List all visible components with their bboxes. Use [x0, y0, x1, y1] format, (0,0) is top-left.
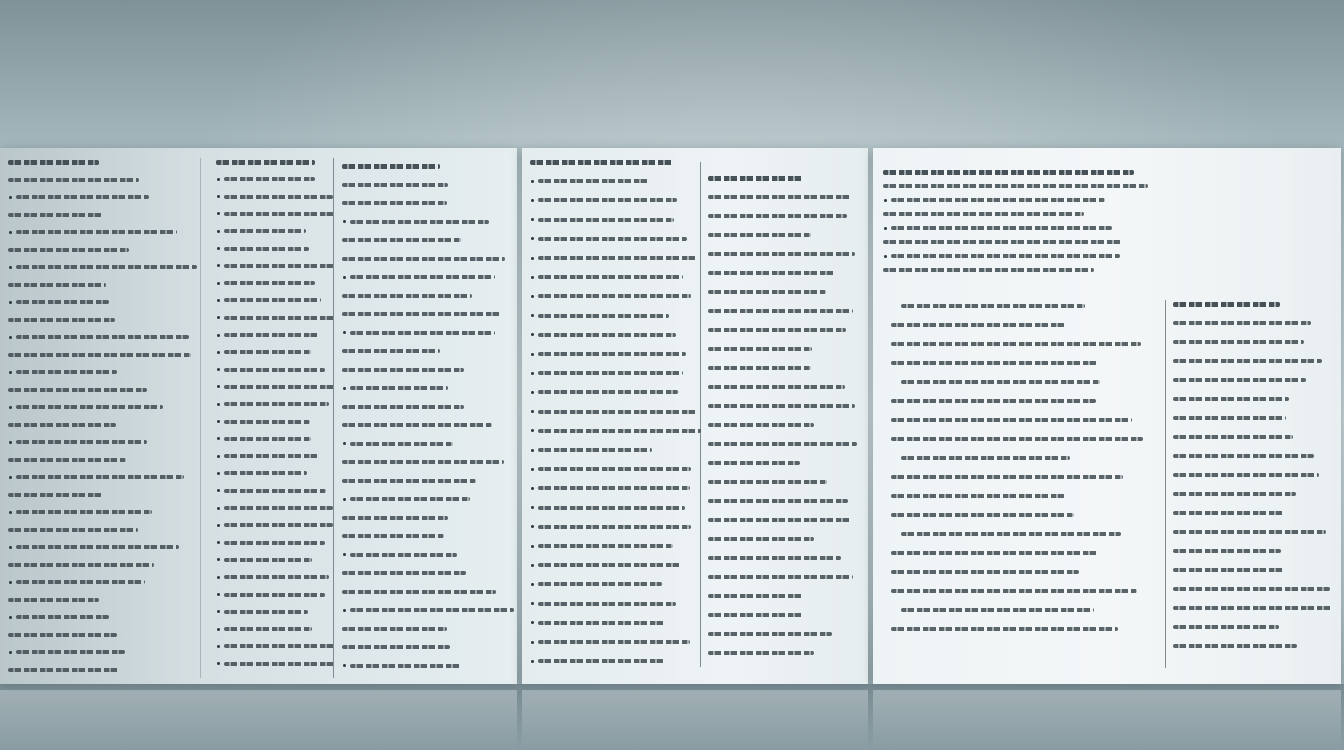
- text-line: [342, 368, 464, 372]
- text-line: [1173, 359, 1322, 363]
- text-line: [16, 265, 197, 269]
- bullet-mark: [217, 593, 220, 596]
- text-line: [8, 598, 99, 602]
- text-line: [901, 456, 1070, 460]
- text-line: [1173, 587, 1330, 591]
- text-line: [1173, 416, 1286, 420]
- text-line: [708, 594, 802, 598]
- text-line: [342, 405, 464, 409]
- bullet-mark: [531, 257, 534, 260]
- bullet-mark: [531, 468, 534, 471]
- text-line: [1173, 511, 1284, 515]
- bullet-mark: [217, 178, 220, 181]
- bullet-mark: [343, 276, 346, 279]
- text-line: [538, 256, 696, 260]
- text-line: [538, 602, 676, 606]
- text-line: [708, 480, 827, 484]
- left-sheet-column-1: [0, 148, 200, 684]
- bullet-mark: [9, 511, 12, 514]
- text-line: [1173, 454, 1314, 458]
- bullet-mark: [531, 660, 534, 663]
- text-line: [538, 352, 686, 356]
- text-line: [538, 179, 650, 183]
- text-line: [538, 371, 683, 375]
- text-line: [891, 418, 1132, 422]
- middle-sheet-column-1: [522, 148, 700, 684]
- text-line: [224, 489, 326, 493]
- bullet-mark: [531, 410, 534, 413]
- text-line: [891, 551, 1098, 555]
- text-line: [342, 460, 504, 464]
- bullet-mark: [217, 576, 220, 579]
- bullet-mark: [531, 545, 534, 548]
- text-line: [8, 528, 138, 532]
- text-line: [891, 342, 1141, 346]
- text-line: [224, 437, 311, 441]
- text-line: [8, 458, 126, 462]
- text-line: [8, 668, 119, 672]
- bullet-mark: [343, 387, 346, 390]
- bullet-mark: [531, 391, 534, 394]
- bullet-mark: [217, 299, 220, 302]
- text-line: [891, 513, 1074, 517]
- bullet-mark: [9, 231, 12, 234]
- text-line: [224, 264, 334, 268]
- text-line: [883, 240, 1121, 244]
- bullet-mark: [343, 331, 346, 334]
- text-line: [224, 523, 333, 527]
- text-line: [708, 613, 803, 617]
- bullet-mark: [9, 581, 12, 584]
- text-line: [538, 544, 673, 548]
- text-line: [708, 366, 811, 370]
- text-line: [538, 448, 652, 452]
- text-line: [883, 184, 1148, 188]
- left-sheet-column-3: [338, 148, 513, 684]
- text-line: [8, 563, 154, 567]
- bullet-mark: [343, 609, 346, 612]
- text-line: [16, 580, 145, 584]
- bullet-mark: [343, 442, 346, 445]
- bullet-mark: [531, 602, 534, 605]
- text-line: [342, 627, 447, 631]
- middle-sheet-column-2: [704, 148, 864, 684]
- text-line: [342, 479, 476, 483]
- text-line: [16, 405, 163, 409]
- text-line: [8, 493, 102, 497]
- text-line: [538, 467, 691, 471]
- text-line: [342, 294, 472, 298]
- text-line: [342, 201, 447, 205]
- text-line: [538, 390, 678, 394]
- right-document-sheet: [873, 148, 1341, 684]
- text-line: [224, 298, 321, 302]
- bullet-mark: [531, 583, 534, 586]
- text-line: [224, 627, 312, 631]
- text-line: [891, 589, 1137, 593]
- bullet-mark: [217, 524, 220, 527]
- middle-document-sheet: [522, 148, 868, 684]
- text-line: [538, 486, 690, 490]
- bullet-mark: [217, 195, 220, 198]
- bullet-mark: [884, 227, 887, 230]
- text-line: [224, 316, 336, 320]
- text-line: [891, 494, 1065, 498]
- bullet-mark: [217, 507, 220, 510]
- text-line: [342, 312, 501, 316]
- column-divider: [1165, 300, 1166, 668]
- text-line: [708, 461, 800, 465]
- text-line: [1173, 473, 1319, 477]
- bullet-mark: [343, 664, 346, 667]
- text-line: [224, 333, 320, 337]
- bullet-mark: [531, 525, 534, 528]
- text-line: [342, 349, 440, 353]
- text-line: [8, 353, 191, 357]
- text-line: [8, 213, 102, 217]
- sheet-reflection: [873, 690, 1341, 750]
- text-line: [224, 644, 336, 648]
- text-line: [891, 361, 1097, 365]
- column-divider: [200, 158, 201, 678]
- bullet-mark: [531, 506, 534, 509]
- text-line: [224, 177, 315, 181]
- text-line: [16, 440, 147, 444]
- bullet-mark: [217, 437, 220, 440]
- text-line: [224, 610, 308, 614]
- column-divider: [700, 162, 701, 667]
- bullet-mark: [531, 333, 534, 336]
- text-line: [8, 248, 129, 252]
- left-document-sheet: [0, 148, 517, 684]
- text-line: [538, 410, 698, 414]
- bullet-mark: [531, 295, 534, 298]
- text-line: [342, 164, 440, 169]
- text-line: [538, 621, 665, 625]
- text-line: [538, 659, 664, 663]
- text-line: [708, 385, 845, 389]
- bullet-mark: [531, 449, 534, 452]
- text-line: [708, 442, 857, 446]
- bullet-mark: [531, 218, 534, 221]
- bullet-mark: [217, 385, 220, 388]
- text-line: [1173, 340, 1304, 344]
- bullet-mark: [531, 353, 534, 356]
- bullet-mark: [531, 641, 534, 644]
- bullet-mark: [217, 628, 220, 631]
- text-line: [350, 331, 495, 335]
- text-line: [1173, 492, 1296, 496]
- text-line: [16, 300, 109, 304]
- text-line: [1173, 606, 1333, 610]
- text-line: [538, 275, 683, 279]
- text-line: [1173, 397, 1289, 401]
- text-line: [883, 212, 1084, 216]
- bullet-mark: [9, 546, 12, 549]
- bullet-mark: [531, 372, 534, 375]
- bullet-mark: [531, 429, 534, 432]
- text-line: [708, 632, 832, 636]
- text-line: [891, 627, 1118, 631]
- bullet-mark: [531, 564, 534, 567]
- bullet-mark: [217, 351, 220, 354]
- text-line: [891, 226, 1112, 230]
- bullet-mark: [531, 180, 534, 183]
- bullet-mark: [531, 199, 534, 202]
- bullet-mark: [884, 199, 887, 202]
- text-line: [342, 571, 466, 575]
- text-line: [1173, 625, 1279, 629]
- text-line: [224, 385, 336, 389]
- text-line: [708, 423, 814, 427]
- text-line: [891, 399, 1096, 403]
- bullet-mark: [531, 314, 534, 317]
- text-line: [16, 370, 117, 374]
- text-line: [342, 645, 450, 649]
- right-sheet-column-2: [1169, 148, 1339, 684]
- text-line: [8, 178, 139, 182]
- bullet-mark: [217, 230, 220, 233]
- text-line: [224, 662, 336, 666]
- bullet-mark: [9, 651, 12, 654]
- bullet-mark: [343, 498, 346, 501]
- text-line: [16, 230, 177, 234]
- text-line: [224, 212, 334, 216]
- text-line: [708, 556, 841, 560]
- text-line: [538, 506, 685, 510]
- text-line: [224, 402, 329, 406]
- bullet-mark: [531, 237, 534, 240]
- bullet-mark: [217, 472, 220, 475]
- column-divider: [333, 158, 334, 678]
- text-line: [224, 454, 319, 458]
- text-line: [350, 386, 448, 390]
- text-line: [708, 290, 826, 294]
- text-line: [538, 582, 662, 586]
- text-line: [16, 195, 149, 199]
- text-line: [708, 271, 835, 275]
- text-line: [350, 220, 489, 224]
- text-line: [8, 633, 117, 637]
- text-line: [891, 437, 1143, 441]
- bullet-mark: [9, 266, 12, 269]
- text-line: [891, 570, 1079, 574]
- text-line: [708, 328, 846, 332]
- text-line: [901, 304, 1085, 308]
- text-line: [538, 294, 691, 298]
- bullet-mark: [217, 368, 220, 371]
- text-line: [350, 608, 514, 612]
- bullet-mark: [9, 476, 12, 479]
- text-line: [708, 404, 855, 408]
- bullet-mark: [217, 489, 220, 492]
- text-line: [1173, 530, 1326, 534]
- text-line: [1173, 435, 1293, 439]
- bullet-mark: [9, 441, 12, 444]
- text-line: [8, 388, 147, 392]
- text-line: [350, 664, 461, 668]
- text-line: [224, 558, 312, 562]
- text-line: [891, 323, 1065, 327]
- text-line: [350, 553, 457, 557]
- text-line: [883, 268, 1094, 272]
- text-line: [224, 593, 325, 597]
- text-line: [883, 170, 1134, 175]
- text-line: [350, 442, 453, 446]
- text-line: [708, 233, 811, 237]
- text-line: [901, 380, 1100, 384]
- bullet-mark: [9, 301, 12, 304]
- text-line: [16, 545, 179, 549]
- text-line: [891, 475, 1123, 479]
- text-line: [708, 176, 803, 181]
- bullet-mark: [9, 196, 12, 199]
- text-line: [1173, 568, 1284, 572]
- bullet-mark: [217, 541, 220, 544]
- text-line: [891, 198, 1105, 202]
- text-line: [342, 238, 461, 242]
- text-line: [8, 318, 115, 322]
- text-line: [538, 640, 690, 644]
- bullet-mark: [217, 645, 220, 648]
- text-line: [708, 537, 814, 541]
- bullet-mark: [531, 276, 534, 279]
- text-line: [708, 575, 853, 579]
- text-line: [16, 475, 184, 479]
- bullet-mark: [343, 553, 346, 556]
- text-line: [901, 608, 1094, 612]
- text-line: [530, 160, 674, 165]
- text-line: [350, 497, 470, 501]
- text-line: [891, 254, 1120, 258]
- bullet-mark: [217, 334, 220, 337]
- text-line: [1173, 644, 1297, 648]
- text-line: [708, 518, 851, 522]
- left-sheet-column-2: [210, 148, 332, 684]
- text-line: [708, 499, 848, 503]
- text-line: [538, 563, 681, 567]
- text-line: [1173, 549, 1281, 553]
- text-line: [224, 281, 315, 285]
- text-line: [538, 198, 677, 202]
- text-line: [708, 347, 812, 351]
- text-line: [224, 506, 333, 510]
- bullet-mark: [9, 616, 12, 619]
- text-line: [16, 650, 125, 654]
- text-line: [538, 429, 701, 433]
- bullet-mark: [9, 371, 12, 374]
- text-line: [224, 368, 325, 372]
- text-line: [708, 651, 814, 655]
- text-line: [708, 214, 847, 218]
- text-line: [538, 333, 676, 337]
- text-line: [901, 532, 1121, 536]
- text-line: [8, 283, 106, 287]
- text-line: [350, 275, 495, 279]
- bullet-mark: [531, 487, 534, 490]
- bullet-mark: [343, 220, 346, 223]
- text-line: [342, 183, 448, 187]
- text-line: [216, 160, 315, 165]
- text-line: [224, 247, 309, 251]
- text-line: [538, 525, 691, 529]
- text-line: [16, 615, 109, 619]
- right-sheet-column-1: [873, 148, 1165, 684]
- text-line: [538, 218, 674, 222]
- bullet-mark: [217, 247, 220, 250]
- text-line: [224, 420, 310, 424]
- text-line: [224, 350, 311, 354]
- bullet-mark: [217, 420, 220, 423]
- text-line: [708, 309, 853, 313]
- text-line: [708, 252, 855, 256]
- bullet-mark: [217, 403, 220, 406]
- text-line: [342, 590, 496, 594]
- text-line: [224, 195, 333, 199]
- bullet-mark: [9, 336, 12, 339]
- text-line: [224, 541, 325, 545]
- bullet-mark: [217, 662, 220, 665]
- bullet-mark: [9, 406, 12, 409]
- text-line: [16, 510, 152, 514]
- bullet-mark: [217, 316, 220, 319]
- text-line: [224, 575, 329, 579]
- text-line: [224, 229, 306, 233]
- bullet-mark: [884, 255, 887, 258]
- sheet-reflection: [522, 690, 868, 750]
- text-line: [538, 237, 687, 241]
- bullet-mark: [531, 621, 534, 624]
- sheet-reflection: [0, 690, 517, 750]
- text-line: [342, 516, 448, 520]
- text-line: [538, 314, 669, 318]
- text-line: [224, 471, 307, 475]
- text-line: [1173, 321, 1311, 325]
- bullet-mark: [217, 264, 220, 267]
- text-line: [342, 257, 505, 261]
- text-line: [708, 195, 852, 199]
- text-line: [16, 335, 189, 339]
- text-line: [8, 160, 99, 165]
- bullet-mark: [217, 455, 220, 458]
- text-line: [342, 534, 444, 538]
- bullet-mark: [217, 610, 220, 613]
- text-line: [1173, 378, 1306, 382]
- text-line: [342, 423, 492, 427]
- bullet-mark: [217, 282, 220, 285]
- bullet-mark: [217, 212, 220, 215]
- text-line: [1173, 302, 1280, 307]
- text-line: [8, 423, 116, 427]
- bullet-mark: [217, 558, 220, 561]
